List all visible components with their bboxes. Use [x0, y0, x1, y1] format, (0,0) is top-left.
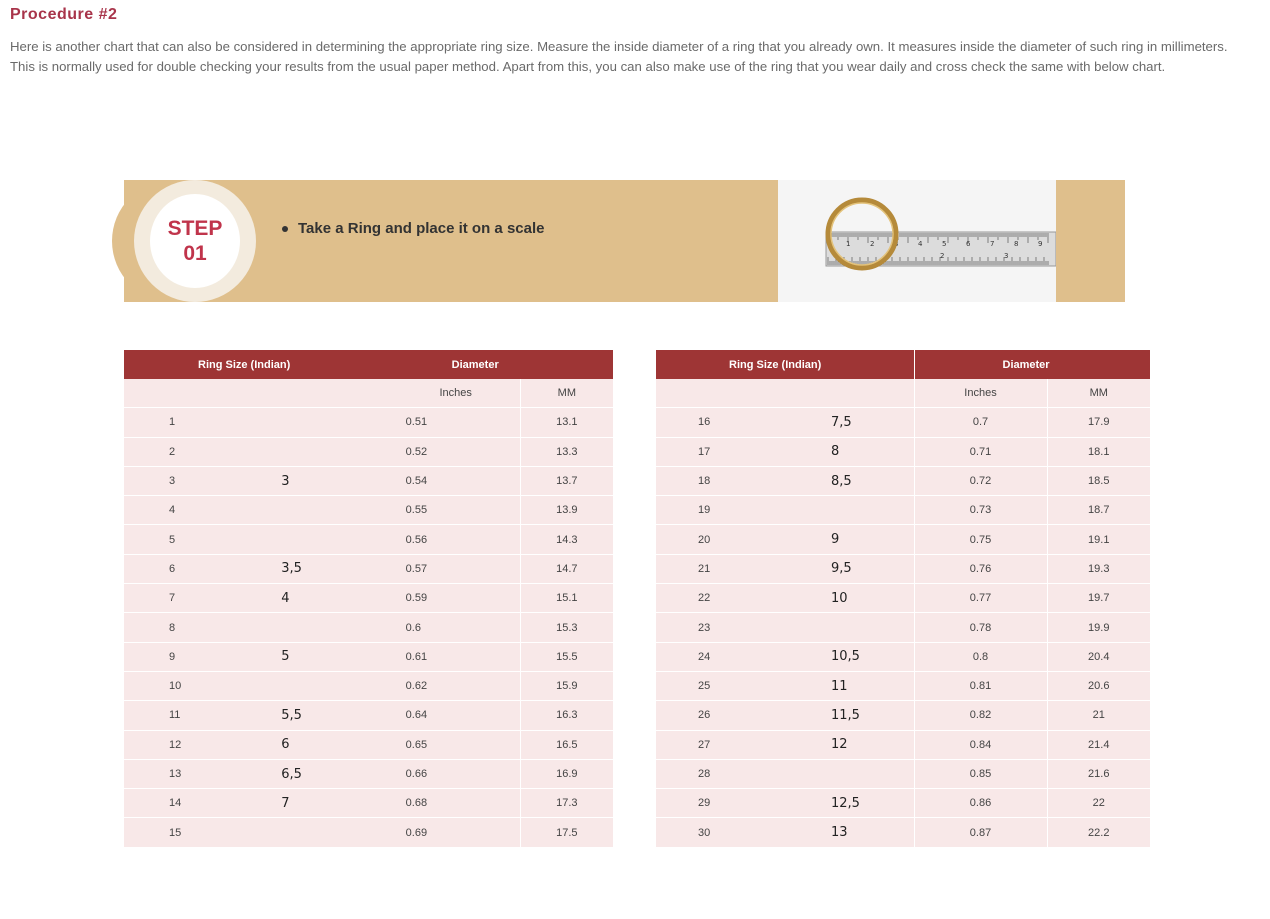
ring-size-cell: 21 [656, 554, 751, 583]
table-row [124, 759, 613, 788]
diameter-mm-cell: 13.7 [520, 466, 613, 495]
ring-size-cell: 14 [124, 789, 181, 818]
table-row [124, 496, 613, 525]
subheader-mm: MM [520, 379, 613, 408]
table-row [656, 613, 1150, 642]
table-row [656, 701, 1150, 730]
ring-size-note: 7,5 [831, 414, 852, 430]
step-number: 01 [183, 242, 207, 265]
ring-size-note-cell [751, 466, 914, 495]
diameter-mm-cell: 13.9 [520, 496, 613, 525]
step-banner [124, 180, 1125, 302]
ruler-label: 1 [846, 240, 851, 248]
ruler-label: 4 [918, 240, 923, 248]
diameter-mm-cell: 19.3 [1047, 554, 1150, 583]
table-row [656, 466, 1150, 495]
ring-size-cell: 28 [656, 759, 751, 788]
table-row [124, 613, 613, 642]
table-row [124, 584, 613, 613]
diameter-inches-cell: 0.57 [392, 554, 521, 583]
diameter-inches-cell: 0.59 [392, 584, 521, 613]
ruler-label: 2 [940, 252, 945, 260]
ring-size-cell: 10 [124, 671, 181, 700]
ring-size-note: 13 [831, 825, 848, 841]
ring-size-note: 7 [281, 795, 290, 811]
ring-size-note-cell [181, 466, 391, 495]
ring-size-note: 10,5 [831, 649, 860, 665]
ring-size-cell: 23 [656, 613, 751, 642]
ruler-label: 6 [966, 240, 971, 248]
diameter-inches-cell: 0.7 [914, 408, 1047, 437]
diameter-inches-cell: 0.81 [914, 671, 1047, 700]
diameter-mm-cell: 18.7 [1047, 496, 1150, 525]
ring-size-note: 8,5 [831, 473, 852, 489]
diameter-mm-cell: 19.7 [1047, 584, 1150, 613]
ring-size-cell: 5 [124, 525, 181, 554]
ring-size-note-cell [181, 642, 391, 671]
diameter-inches-cell: 0.66 [392, 759, 521, 788]
ring-size-note-cell [181, 759, 391, 788]
diameter-inches-cell: 0.73 [914, 496, 1047, 525]
header-ring-size: Ring Size (Indian) [656, 350, 914, 379]
diameter-mm-cell: 17.5 [520, 818, 613, 847]
ring-size-note: 11 [831, 678, 848, 694]
ruler-label: 9 [1038, 240, 1043, 248]
diameter-mm-cell: 22 [1047, 789, 1150, 818]
diameter-inches-cell: 0.65 [392, 730, 521, 759]
ring-size-note: 12 [831, 737, 848, 753]
table-row [656, 554, 1150, 583]
ring-size-cell: 1 [124, 408, 181, 437]
diameter-inches-cell: 0.77 [914, 584, 1047, 613]
subheader-inches: Inches [392, 379, 521, 408]
ruler-label: 3 [894, 240, 899, 248]
table-row [124, 554, 613, 583]
ring-size-note: 3,5 [281, 561, 302, 577]
table-row [124, 525, 613, 554]
ring-size-cell: 22 [656, 584, 751, 613]
ring-size-table-right [656, 350, 1150, 848]
ring-size-cell: 27 [656, 730, 751, 759]
ring-size-note-cell [181, 701, 391, 730]
ring-size-note-cell [181, 584, 391, 613]
diameter-inches-cell: 0.64 [392, 701, 521, 730]
table-row [124, 789, 613, 818]
step-badge [150, 194, 240, 288]
ruler-label: 3 [1004, 252, 1009, 260]
diameter-mm-cell: 21 [1047, 701, 1150, 730]
subheader-inches: Inches [914, 379, 1047, 408]
diameter-mm-cell: 21.6 [1047, 759, 1150, 788]
diameter-mm-cell: 20.4 [1047, 642, 1150, 671]
ring-size-cell: 20 [656, 525, 751, 554]
diameter-inches-cell: 0.68 [392, 789, 521, 818]
diameter-inches-cell: 0.69 [392, 818, 521, 847]
ring-size-cell: 26 [656, 701, 751, 730]
ring-size-note: 6 [281, 737, 290, 753]
diameter-inches-cell: 0.8 [914, 642, 1047, 671]
diameter-mm-cell: 22.2 [1047, 818, 1150, 847]
ring-size-note-cell [181, 613, 391, 642]
ruler-label: 8 [1014, 240, 1019, 248]
diameter-mm-cell: 16.5 [520, 730, 613, 759]
diameter-mm-cell: 13.3 [520, 437, 613, 466]
ring-size-note: 3 [281, 473, 290, 489]
header-ring-size: Ring Size (Indian) [124, 350, 392, 379]
diameter-mm-cell: 15.1 [520, 584, 613, 613]
ruler-label: 2 [870, 240, 875, 248]
ring-size-note-cell [751, 613, 914, 642]
diameter-inches-cell: 0.75 [914, 525, 1047, 554]
ring-size-note-cell [751, 759, 914, 788]
ring-on-scale-image [778, 180, 1056, 302]
step-word: STEP [167, 217, 223, 240]
ring-size-note-cell [181, 525, 391, 554]
diameter-inches-cell: 0.56 [392, 525, 521, 554]
diameter-inches-cell: 0.87 [914, 818, 1047, 847]
diameter-inches-cell: 0.52 [392, 437, 521, 466]
diameter-mm-cell: 14.3 [520, 525, 613, 554]
ring-size-note-cell [181, 496, 391, 525]
ring-size-cell: 25 [656, 671, 751, 700]
ring-size-cell: 6 [124, 554, 181, 583]
ring-size-note-cell [181, 789, 391, 818]
ring-size-note: 4 [281, 590, 290, 606]
table-row [124, 408, 613, 437]
ring-size-note-cell [751, 584, 914, 613]
table-row [656, 496, 1150, 525]
ring-size-note-cell [181, 730, 391, 759]
ring-size-cell: 2 [124, 437, 181, 466]
diameter-mm-cell: 19.1 [1047, 525, 1150, 554]
diameter-inches-cell: 0.51 [392, 408, 521, 437]
diameter-mm-cell: 15.3 [520, 613, 613, 642]
table-row [124, 701, 613, 730]
ring-size-note-cell [181, 818, 391, 847]
ring-size-note-cell [181, 554, 391, 583]
ring-size-note-cell [751, 408, 914, 437]
ring-size-note-cell [181, 408, 391, 437]
ring-size-note-cell [751, 496, 914, 525]
ring-size-cell: 9 [124, 642, 181, 671]
ring-size-cell: 19 [656, 496, 751, 525]
ring-size-note-cell [181, 437, 391, 466]
ring-size-cell: 18 [656, 466, 751, 495]
table-row [656, 818, 1150, 847]
ring-size-note-cell [751, 671, 914, 700]
header-diameter: Diameter [914, 350, 1150, 379]
diameter-inches-cell: 0.55 [392, 496, 521, 525]
ring-size-note-cell [751, 525, 914, 554]
diameter-inches-cell: 0.72 [914, 466, 1047, 495]
ring-size-cell: 17 [656, 437, 751, 466]
diameter-mm-cell: 13.1 [520, 408, 613, 437]
table-row [124, 818, 613, 847]
diameter-mm-cell: 16.3 [520, 701, 613, 730]
table-row [656, 525, 1150, 554]
ring-size-note-cell [181, 671, 391, 700]
intro-paragraph [10, 37, 1255, 77]
table-row [124, 671, 613, 700]
ring-size-note-cell [751, 730, 914, 759]
diameter-inches-cell: 0.6 [392, 613, 521, 642]
table-row [656, 730, 1150, 759]
ring-size-note-cell [751, 818, 914, 847]
ring-size-cell: 12 [124, 730, 181, 759]
ring-size-note: 9,5 [831, 561, 852, 577]
header-diameter: Diameter [392, 350, 613, 379]
diameter-mm-cell: 17.3 [520, 789, 613, 818]
ring-size-note: 10 [831, 590, 848, 606]
ring-size-note-cell [751, 701, 914, 730]
ring-size-cell: 13 [124, 759, 181, 788]
diameter-inches-cell: 0.84 [914, 730, 1047, 759]
diameter-mm-cell: 17.9 [1047, 408, 1150, 437]
diameter-mm-cell: 18.1 [1047, 437, 1150, 466]
diameter-mm-cell: 14.7 [520, 554, 613, 583]
ring-size-cell: 3 [124, 466, 181, 495]
ring-size-note: 8 [831, 444, 840, 460]
ring-size-cell: 29 [656, 789, 751, 818]
diameter-mm-cell: 18.5 [1047, 466, 1150, 495]
diameter-inches-cell: 0.62 [392, 671, 521, 700]
diameter-mm-cell: 15.5 [520, 642, 613, 671]
step-instruction-text: Take a Ring and place it on a scale [298, 220, 545, 237]
table-row [656, 671, 1150, 700]
table-row [656, 437, 1150, 466]
diameter-inches-cell: 0.71 [914, 437, 1047, 466]
table-row [124, 642, 613, 671]
step-instruction [282, 220, 544, 237]
ring-size-note: 5,5 [281, 707, 302, 723]
table-row [656, 584, 1150, 613]
ruler-illustration [778, 180, 1056, 302]
ruler-label: 7 [990, 240, 995, 248]
ring-size-note-cell [751, 642, 914, 671]
diameter-inches-cell: 0.78 [914, 613, 1047, 642]
diameter-inches-cell: 0.86 [914, 789, 1047, 818]
page-heading: Procedure #2 [10, 6, 118, 23]
ring-size-cell: 11 [124, 701, 181, 730]
table-row [124, 437, 613, 466]
table-row [124, 466, 613, 495]
ring-size-note: 5 [281, 649, 290, 665]
subheader-mm: MM [1047, 379, 1150, 408]
table-row [656, 408, 1150, 437]
ring-size-note: 11,5 [831, 707, 860, 723]
ring-size-cell: 30 [656, 818, 751, 847]
diameter-inches-cell: 0.54 [392, 466, 521, 495]
bullet-icon [282, 226, 288, 232]
ruler-label: 5 [942, 240, 947, 248]
ring-size-cell: 24 [656, 642, 751, 671]
diameter-inches-cell: 0.85 [914, 759, 1047, 788]
ring-size-cell: 15 [124, 818, 181, 847]
diameter-inches-cell: 0.61 [392, 642, 521, 671]
ring-size-note: 6,5 [281, 766, 302, 782]
table-row [656, 759, 1150, 788]
intro-text: Here is another chart that can also be considered in determining the appropriate ring size. Measure the inside diameter of a ring that you already own. It measures inside the diameter of such ring in millimeters. This is normally used for double checking your results from the usual paper method. Apart from this, you can also make use of the ring that you wear daily and cross check the same with below chart. [10, 39, 1228, 74]
ring-size-cell: 7 [124, 584, 181, 613]
ring-size-cell: 16 [656, 408, 751, 437]
ring-size-cell: 8 [124, 613, 181, 642]
diameter-mm-cell: 21.4 [1047, 730, 1150, 759]
diameter-mm-cell: 19.9 [1047, 613, 1150, 642]
ring-size-note-cell [751, 789, 914, 818]
diameter-inches-cell: 0.76 [914, 554, 1047, 583]
ring-size-note: 9 [831, 532, 840, 548]
diameter-inches-cell: 0.82 [914, 701, 1047, 730]
ring-size-table-left [124, 350, 613, 848]
diameter-mm-cell: 16.9 [520, 759, 613, 788]
ring-size-note-cell [751, 554, 914, 583]
ring-size-note: 12,5 [831, 795, 860, 811]
ring-size-cell: 4 [124, 496, 181, 525]
diameter-mm-cell: 20.6 [1047, 671, 1150, 700]
table-row [656, 789, 1150, 818]
table-row [656, 642, 1150, 671]
ring-size-note-cell [751, 437, 914, 466]
table-row [124, 730, 613, 759]
diameter-mm-cell: 15.9 [520, 671, 613, 700]
